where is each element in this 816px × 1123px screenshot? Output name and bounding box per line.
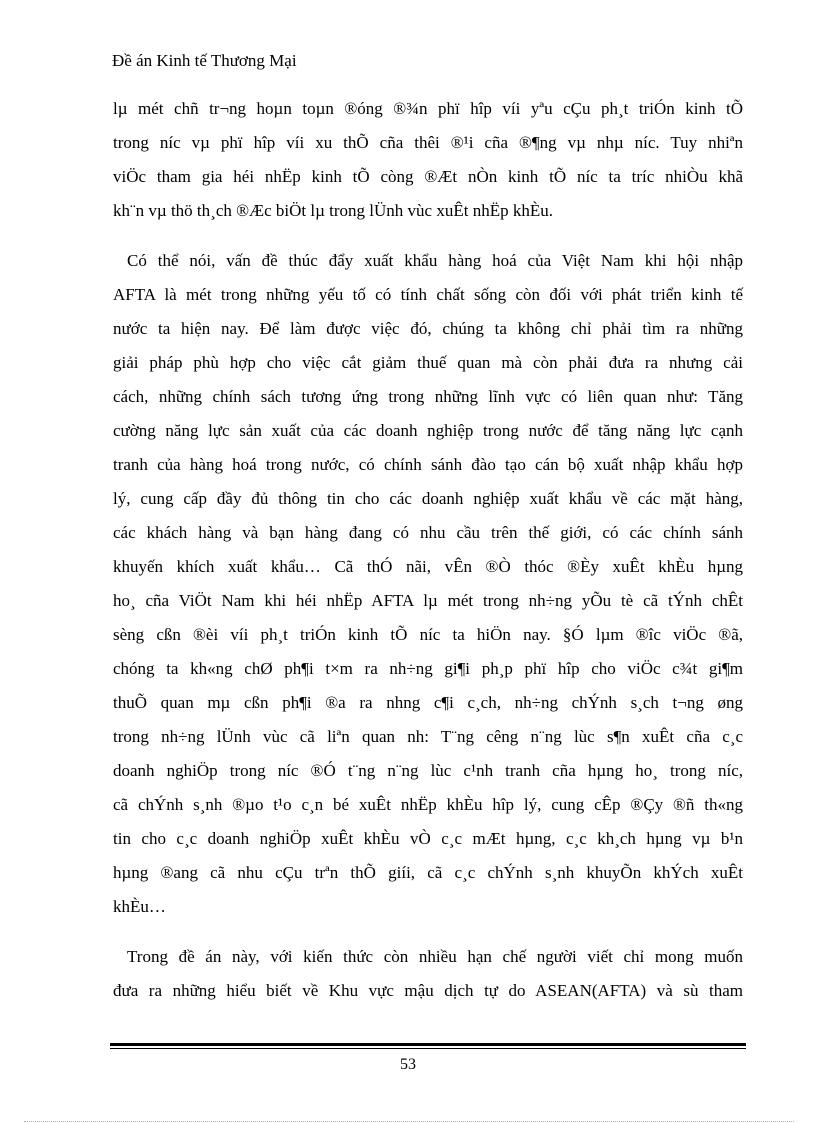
footer-rule-thin <box>110 1048 746 1049</box>
paragraph-2-line: hµng ®ang cã nhu cÇu trªn thÕ giíi, cã c¸c chÝnh s¸nh khuyÕn khÝch xuÊt <box>113 863 743 882</box>
body-text <box>113 92 743 1008</box>
paragraph-1-line: kh¨n vµ thö th¸ch ®Æc biÖt lµ trong lÜnh vùc xuÊt nhËp khÈu. <box>113 201 553 220</box>
paragraph-3-line: Trong đề án này, với kiến thức còn nhiều hạn chế người viết chỉ mong muốn <box>127 947 743 966</box>
paragraph-2-line: khuyến khích xuất khẩu… Cã thÓ nãi, vÊn ®Ò thóc ®Èy xuÊt khÈu hµng <box>113 557 743 576</box>
paragraph-2-line: AFTA là mét trong những yếu tố có tính chất sống còn đối với phát triển kinh tế <box>113 285 743 304</box>
paragraph-2-line: cường năng lực sản xuất của các doanh nghiệp trong nước để tăng năng lực cạnh <box>113 421 743 440</box>
paragraph-2-line: Có thể nói, vấn đề thúc đẩy xuất khẩu hàng hoá của Việt Nam khi hội nhập <box>127 251 743 270</box>
paragraph-2-line: tranh của hàng hoá trong nước, có chính sánh đào tạo cán bộ xuất nhập khẩu hợp <box>113 455 743 474</box>
paragraph-2-line: cã chÝnh s¸nh ®µo t¹o c¸n bé xuÊt nhËp khÈu hîp lý, cung cÊp ®Çy ®ñ th«ng <box>113 795 743 814</box>
paragraph-2-line: các khách hàng và bạn hàng đang có nhu cầu trên thế giới, có các chính sánh <box>113 523 743 542</box>
page-header-title: Đề án Kinh tế Thương Mại <box>112 51 297 70</box>
page-bottom-edge <box>24 1121 794 1122</box>
footer-rule <box>110 1043 746 1049</box>
paragraph-1-line: lµ mét chñ tr¬ng hoµn toµn ®óng ®¾n phï hîp víi yªu cÇu ph¸t triÓn kinh tÕ <box>113 99 743 118</box>
paragraph-2-line: sèng cßn ®èi víi ph¸t triÓn kinh tÕ níc ta hiÖn nay. §Ó lµm ®îc viÖc ®ã, <box>113 625 743 644</box>
footer-rule-thick <box>110 1043 746 1046</box>
paragraph-2-line: trong nh÷ng lÜnh vùc cã liªn quan nh: T¨ng cêng n¨ng lùc s¶n xuÊt cña c¸c <box>113 727 743 746</box>
paragraph-2-line: lý, cung cấp đầy đủ thông tin cho các doanh nghiệp xuất khẩu về các mặt hàng, <box>113 489 743 508</box>
paragraph-2-line: khÈu… <box>113 897 166 916</box>
paragraph-2-line: ho¸ cña ViÖt Nam khi héi nhËp AFTA lµ mét trong nh÷ng yÕu tè cã tÝnh chÊt <box>113 591 743 610</box>
page-number: 53 <box>400 1056 416 1073</box>
paragraph-1-line: viÖc tham gia héi nhËp kinh tÕ còng ®Æt nÒn kinh tÕ níc ta tríc nhiÒu khã <box>113 167 743 186</box>
paragraph-2-line: tin cho c¸c doanh nghiÖp xuÊt khÈu vÒ c¸c mÆt hµng, c¸c kh¸ch hµng vµ b¹n <box>113 829 743 848</box>
paragraph-2-line: giải pháp phù hợp cho việc cắt giảm thuế quan mà còn phải đưa ra nhưng cải <box>113 353 743 372</box>
paragraph-2-line: doanh nghiÖp trong níc ®Ó t¨ng n¨ng lùc c¹nh tranh cña hµng ho¸ trong níc, <box>113 761 743 780</box>
paragraph-2-line: chóng ta kh«ng chØ ph¶i t×m ra nh÷ng gi¶i ph¸p phï hîp cho viÖc c¾t gi¶m <box>113 659 743 678</box>
paragraph-3-line: đưa ra những hiểu biết về Khu vực mậu dịch tự do ASEAN(AFTA) và sù tham <box>113 981 743 1000</box>
paragraph-1-line: trong níc vµ phï hîp víi xu thÕ cña thêi ®¹i cña ®¶ng vµ nhµ níc. Tuy nhiªn <box>113 133 743 152</box>
paragraph-gap <box>113 228 743 244</box>
paragraph-2-line: nước ta hiện nay. Để làm được việc đó, chúng ta không chỉ phải tìm ra những <box>113 319 743 338</box>
paragraph-2-line: cách, những chính sách tương ứng trong những lĩnh vực có liên quan như: Tăng <box>113 387 743 406</box>
paragraph-gap <box>113 924 743 940</box>
paragraph-2-line: thuÕ quan mµ cßn ph¶i ®a ra nhng c¶i c¸ch, nh÷ng chÝnh s¸ch t¬ng øng <box>113 693 743 712</box>
